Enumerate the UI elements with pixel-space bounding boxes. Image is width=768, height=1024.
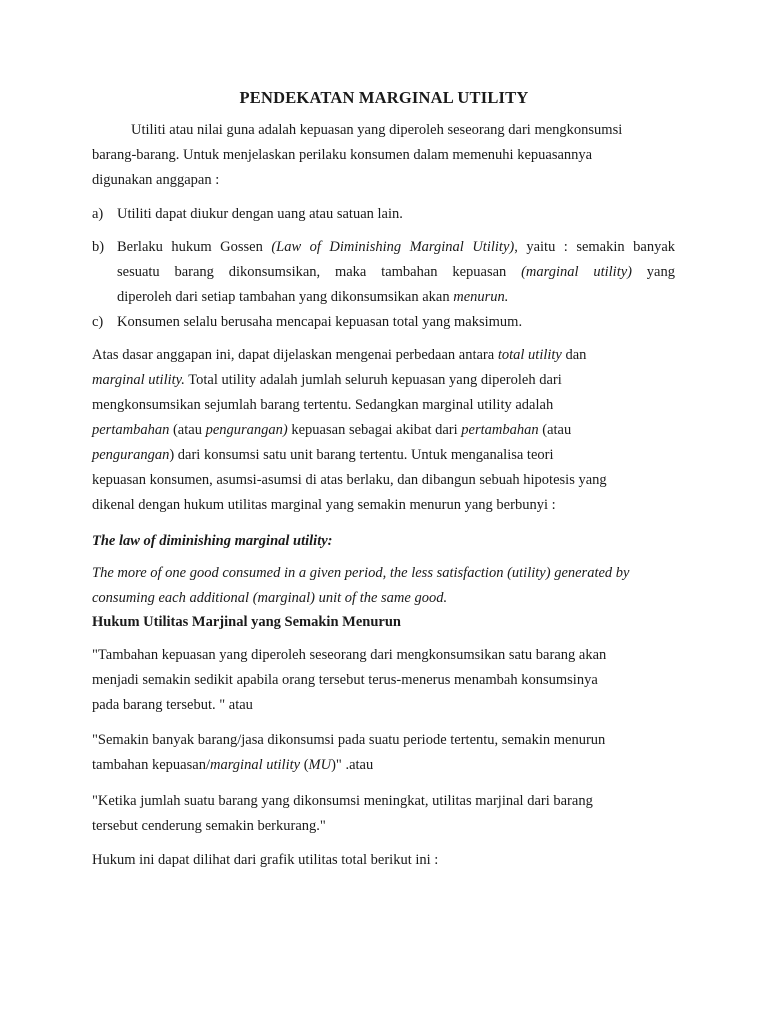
para-line-1: Atas dasar anggapan ini, dapat dijelaskan mengenai perbedaan antara total utility dan: [92, 347, 587, 363]
quote2-line-1: "Semakin banyak barang/jasa dikonsumsi pada suatu periode tertentu, semakin menurun: [92, 732, 606, 748]
list-item-c: Konsumen selalu berusaha mencapai kepuasan total yang maksimum.: [117, 314, 523, 330]
quote3-line-2: tersebut cenderung semakin berkurang.": [92, 818, 326, 834]
closing-line: Hukum ini dapat dilihat dari grafik utilitas total berikut ini :: [92, 852, 439, 868]
law-heading: The law of diminishing marginal utility:: [92, 533, 333, 549]
list-item-a: Utiliti dapat diukur dengan uang atau satuan lain.: [117, 206, 403, 222]
para-line-3: mengkonsumsikan sejumlah barang tertentu. Sedangkan marginal utility adalah: [92, 397, 554, 413]
law-text-line-1: The more of one good consumed in a given period, the less satisfaction (utility) generated by: [92, 565, 630, 581]
quote3-line-1: "Ketika jumlah suatu barang yang dikonsumsi meningkat, utilitas marjinal dari barang: [92, 793, 593, 809]
list-item-b-line-3: diperoleh dari setiap tambahan yang dikonsumsikan akan menurun.: [117, 289, 509, 305]
quote1-line-3: pada barang tersebut. " atau: [92, 697, 253, 713]
list-item-b-line-1: Berlaku hukum Gossen (Law of Diminishing Marginal Utility), yaitu : semakin banyak: [117, 239, 676, 255]
para-line-4: pertambahan (atau pengurangan) kepuasan sebagai akibat dari pertambahan (atau: [92, 422, 572, 438]
list-marker-c: c): [92, 314, 104, 330]
intro-line-3: digunakan anggapan :: [92, 172, 220, 188]
law-text-line-2: consuming each additional (marginal) unit of the same good.: [92, 590, 448, 606]
para-line-6: kepuasan konsumen, asumsi-asumsi di atas berlaku, dan dibangun sebuah hipotesis yang: [92, 472, 607, 488]
quote1-line-2: menjadi semakin sedikit apabila orang tersebut terus-menerus menambah konsumsinya: [92, 672, 598, 688]
para-line-5: pengurangan) dari konsumsi satu unit barang tertentu. Untuk menganalisa teori: [92, 447, 554, 463]
list-marker-b: b): [92, 239, 105, 255]
quote2-line-2: tambahan kepuasan/marginal utility (MU)" .atau: [92, 757, 374, 773]
quote1-line-1: "Tambahan kepuasan yang diperoleh seseorang dari mengkonsumsikan satu barang akan: [92, 647, 607, 663]
page-title: PENDEKATAN MARGINAL UTILITY: [239, 88, 529, 107]
hukum-heading: Hukum Utilitas Marjinal yang Semakin Menurun: [92, 614, 401, 630]
list-item-b-line-2: sesuatu barang dikonsumsikan, maka tambahan kepuasan (marginal utility) yang: [117, 264, 675, 280]
list-marker-a: a): [92, 206, 104, 222]
para-line-2: marginal utility. Total utility adalah jumlah seluruh kepuasan yang diperoleh dari: [92, 372, 562, 388]
intro-line-1: Utiliti atau nilai guna adalah kepuasan yang diperoleh seseorang dari mengkonsumsi: [131, 122, 623, 138]
para-line-7: dikenal dengan hukum utilitas marginal yang semakin menurun yang berbunyi :: [92, 497, 556, 513]
intro-line-2: barang-barang. Untuk menjelaskan perilaku konsumen dalam memenuhi kepuasannya: [92, 147, 593, 163]
